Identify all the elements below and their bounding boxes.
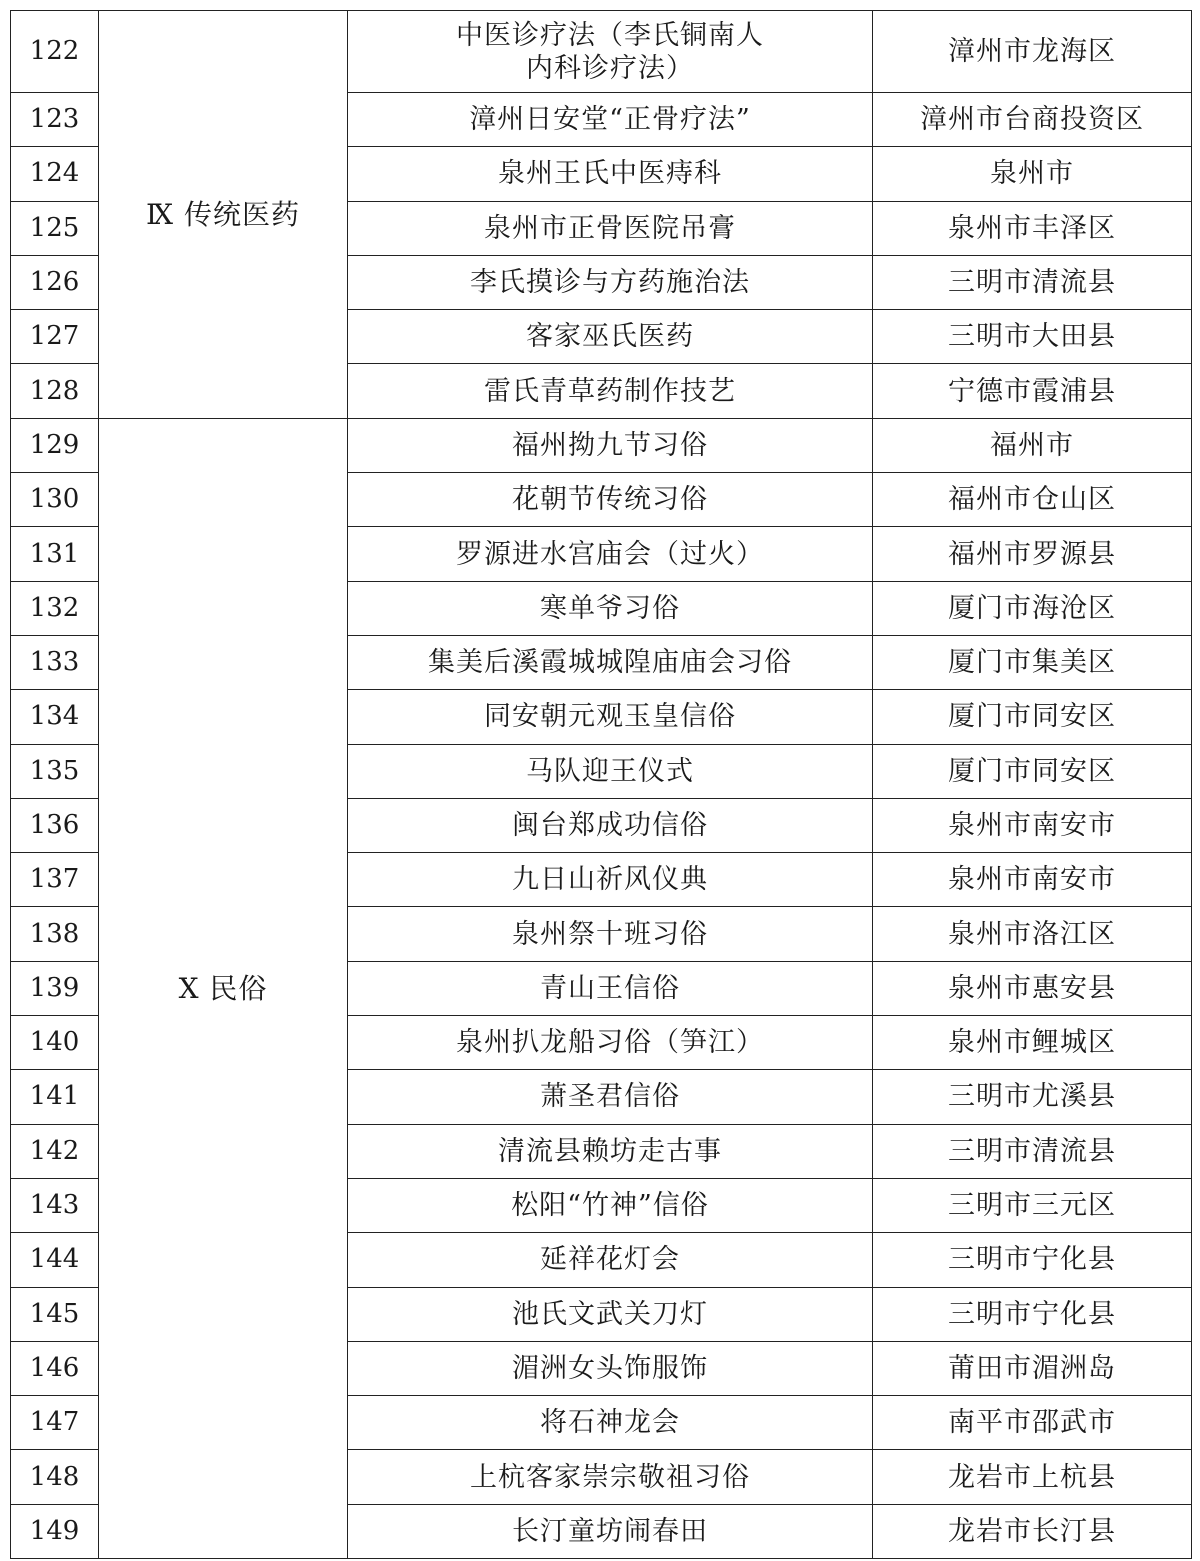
row-number: 147 xyxy=(11,1396,99,1450)
region-cell: 三明市三元区 xyxy=(873,1178,1192,1232)
row-number: 136 xyxy=(11,798,99,852)
item-name-cell xyxy=(348,581,873,635)
item-name-cell xyxy=(348,147,873,201)
item-name-cell xyxy=(348,310,873,364)
category-cell: Ⅸ 传统医药 xyxy=(99,11,348,419)
item-name-cell xyxy=(348,1341,873,1395)
category-cell: Ⅹ 民俗 xyxy=(99,418,348,1558)
item-name-cell xyxy=(348,11,873,93)
row-number: 139 xyxy=(11,961,99,1015)
item-name-line: 松阳“竹神”信俗 xyxy=(511,1190,709,1222)
item-name-line: 泉州扒龙船习俗（笋江） xyxy=(456,1027,764,1059)
row-number: 143 xyxy=(11,1178,99,1232)
row-number: 137 xyxy=(11,853,99,907)
region-cell: 泉州市惠安县 xyxy=(873,961,1192,1015)
region-cell: 福州市仓山区 xyxy=(873,473,1192,527)
row-number: 132 xyxy=(11,581,99,635)
row-number: 141 xyxy=(11,1070,99,1124)
row-number: 128 xyxy=(11,364,99,418)
item-name-cell xyxy=(348,1016,873,1070)
table-row xyxy=(11,11,1192,93)
row-number: 127 xyxy=(11,310,99,364)
item-name-cell xyxy=(348,961,873,1015)
item-name-line: 泉州王氏中医痔科 xyxy=(498,158,722,190)
item-name-cell xyxy=(348,201,873,255)
item-name-line: 福州拗九节习俗 xyxy=(512,429,708,461)
row-number: 148 xyxy=(11,1450,99,1504)
region-cell: 泉州市南安市 xyxy=(873,798,1192,852)
item-name-line: 湄洲女头饰服饰 xyxy=(512,1352,708,1384)
table-body xyxy=(11,11,1192,1559)
item-name-line: 萧圣君信俗 xyxy=(540,1081,680,1113)
row-number: 129 xyxy=(11,418,99,472)
region-cell: 厦门市集美区 xyxy=(873,635,1192,689)
item-name-cell xyxy=(348,690,873,744)
item-name-line: 中医诊疗法（李氏铜南人 xyxy=(456,19,764,51)
region-cell: 龙岩市上杭县 xyxy=(873,1450,1192,1504)
region-cell: 福州市罗源县 xyxy=(873,527,1192,581)
item-name-cell xyxy=(348,1287,873,1341)
item-name-line: 长汀童坊闹春田 xyxy=(512,1515,708,1547)
item-name-cell xyxy=(348,1070,873,1124)
row-number: 125 xyxy=(11,201,99,255)
item-name-line: 花朝节传统习俗 xyxy=(512,484,708,516)
region-cell: 三明市宁化县 xyxy=(873,1287,1192,1341)
region-cell: 莆田市湄洲岛 xyxy=(873,1341,1192,1395)
region-cell: 宁德市霞浦县 xyxy=(873,364,1192,418)
item-name-line: 泉州市正骨医院吊膏 xyxy=(484,212,736,244)
item-name-line: 青山王信俗 xyxy=(540,972,680,1004)
item-name-cell xyxy=(348,798,873,852)
item-name-cell xyxy=(348,93,873,147)
item-name-line: 集美后溪霞城城隍庙庙会习俗 xyxy=(428,647,792,679)
item-name-cell xyxy=(348,527,873,581)
item-name-line: 九日山祈风仪典 xyxy=(512,864,708,896)
row-number: 138 xyxy=(11,907,99,961)
row-number: 123 xyxy=(11,93,99,147)
item-name-line: 马队迎王仪式 xyxy=(526,755,694,787)
row-number: 146 xyxy=(11,1341,99,1395)
row-number: 126 xyxy=(11,255,99,309)
region-cell: 龙岩市长汀县 xyxy=(873,1504,1192,1558)
region-cell: 福州市 xyxy=(873,418,1192,472)
item-name-line: 清流县赖坊走古事 xyxy=(498,1135,722,1167)
item-name-line: 闽台郑成功信俗 xyxy=(512,810,708,841)
region-cell: 厦门市同安区 xyxy=(873,744,1192,798)
item-name-cell xyxy=(348,1396,873,1450)
region-cell: 漳州市龙海区 xyxy=(873,11,1192,93)
row-number: 140 xyxy=(11,1016,99,1070)
item-name-line: 漳州日安堂“正骨疗法” xyxy=(469,104,751,136)
item-name-cell xyxy=(348,1233,873,1287)
region-cell: 漳州市台商投资区 xyxy=(873,93,1192,147)
row-number: 135 xyxy=(11,744,99,798)
row-number: 145 xyxy=(11,1287,99,1341)
row-number: 124 xyxy=(11,147,99,201)
item-name-cell xyxy=(348,418,873,472)
item-name-cell xyxy=(348,1178,873,1232)
item-name-line: 雷氏青草药制作技艺 xyxy=(484,375,736,407)
region-cell: 泉州市南安市 xyxy=(873,853,1192,907)
item-name-line: 寒单爷习俗 xyxy=(540,592,680,624)
table-row xyxy=(11,418,1192,472)
item-name-cell xyxy=(348,635,873,689)
item-name-cell xyxy=(348,907,873,961)
row-number: 133 xyxy=(11,635,99,689)
item-name-line: 上杭客家崇宗敬祖习俗 xyxy=(470,1461,750,1493)
region-cell: 泉州市洛江区 xyxy=(873,907,1192,961)
region-cell: 三明市清流县 xyxy=(873,1124,1192,1178)
item-name-cell xyxy=(348,255,873,309)
row-number: 134 xyxy=(11,690,99,744)
item-name-line: 将石神龙会 xyxy=(540,1407,680,1439)
item-name-line: 李氏摸诊与方药施治法 xyxy=(470,267,750,299)
region-cell: 南平市邵武市 xyxy=(873,1396,1192,1450)
region-cell: 三明市宁化县 xyxy=(873,1233,1192,1287)
item-name-line: 池氏文武关刀灯 xyxy=(512,1298,708,1330)
item-name-cell xyxy=(348,744,873,798)
row-number: 131 xyxy=(11,527,99,581)
item-name-line: 同安朝元观玉皇信俗 xyxy=(484,701,736,733)
heritage-list-table xyxy=(10,10,1192,1559)
row-number: 130 xyxy=(11,473,99,527)
item-name-cell xyxy=(348,473,873,527)
item-name-cell xyxy=(348,1124,873,1178)
item-name-line: 内科诊疗法） xyxy=(526,52,694,84)
region-cell: 泉州市丰泽区 xyxy=(873,201,1192,255)
region-cell: 三明市清流县 xyxy=(873,255,1192,309)
row-number: 149 xyxy=(11,1504,99,1558)
item-name-line: 延祥花灯会 xyxy=(540,1244,680,1276)
region-cell: 厦门市同安区 xyxy=(873,690,1192,744)
item-name-cell xyxy=(348,364,873,418)
row-number: 144 xyxy=(11,1233,99,1287)
region-cell: 厦门市海沧区 xyxy=(873,581,1192,635)
item-name-line: 泉州祭十班习俗 xyxy=(512,918,708,950)
row-number: 122 xyxy=(11,11,99,93)
item-name-cell xyxy=(348,1450,873,1504)
row-number: 142 xyxy=(11,1124,99,1178)
item-name-cell xyxy=(348,853,873,907)
item-name-line: 客家巫氏医药 xyxy=(526,321,694,353)
region-cell: 三明市大田县 xyxy=(873,310,1192,364)
region-cell: 泉州市 xyxy=(873,147,1192,201)
region-cell: 泉州市鲤城区 xyxy=(873,1016,1192,1070)
item-name-cell xyxy=(348,1504,873,1558)
region-cell: 三明市尤溪县 xyxy=(873,1070,1192,1124)
item-name-line: 罗源进水宫庙会（过火） xyxy=(456,538,764,570)
